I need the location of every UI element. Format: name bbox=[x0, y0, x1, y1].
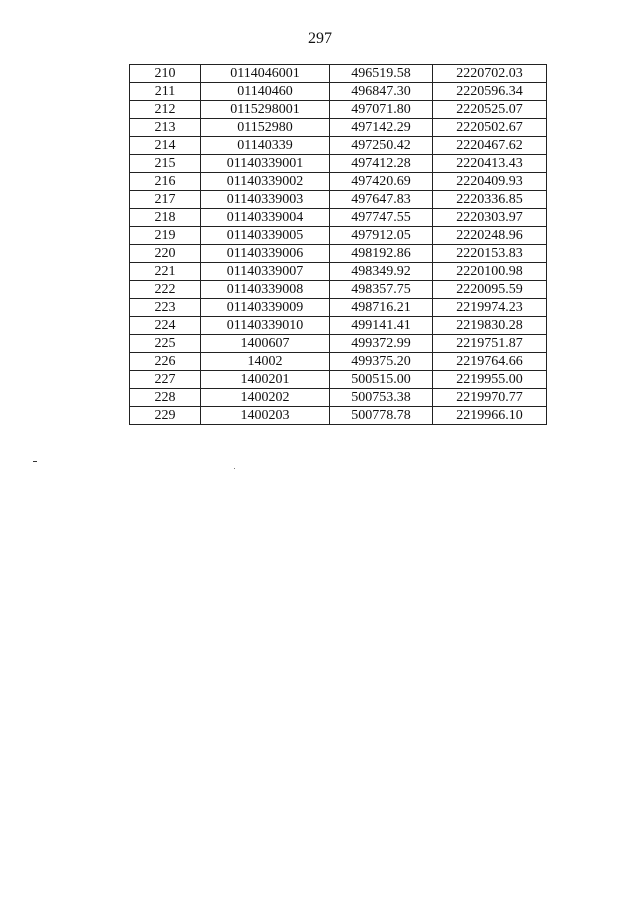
table-row bbox=[130, 119, 547, 137]
y-coordinate-cell: 2220336.85 bbox=[433, 191, 547, 209]
y-coordinate-cell: 2219974.23 bbox=[433, 299, 547, 317]
y-coordinate-cell: 2220702.03 bbox=[433, 65, 547, 83]
point-number-cell: 217 bbox=[130, 191, 201, 209]
point-number-cell: 216 bbox=[130, 173, 201, 191]
stray-dot-mark bbox=[234, 468, 235, 469]
y-coordinate-cell: 2220409.93 bbox=[433, 173, 547, 191]
x-coordinate-cell: 497412.28 bbox=[330, 155, 433, 173]
point-number-cell: 229 bbox=[130, 407, 201, 425]
y-coordinate-cell: 2220100.98 bbox=[433, 263, 547, 281]
x-coordinate-cell: 499375.20 bbox=[330, 353, 433, 371]
stray-dash-mark bbox=[33, 461, 37, 462]
x-coordinate-cell: 497071.80 bbox=[330, 101, 433, 119]
x-coordinate-cell: 496847.30 bbox=[330, 83, 433, 101]
table-row bbox=[130, 101, 547, 119]
point-id-cell: 01152980 bbox=[201, 119, 330, 137]
x-coordinate-cell: 499372.99 bbox=[330, 335, 433, 353]
table-row bbox=[130, 137, 547, 155]
x-coordinate-cell: 500515.00 bbox=[330, 371, 433, 389]
x-coordinate-cell: 496519.58 bbox=[330, 65, 433, 83]
point-id-cell: 01140339004 bbox=[201, 209, 330, 227]
point-id-cell: 14002 bbox=[201, 353, 330, 371]
table-row bbox=[130, 65, 547, 83]
table-row bbox=[130, 353, 547, 371]
point-id-cell: 1400202 bbox=[201, 389, 330, 407]
point-id-cell: 0114046001 bbox=[201, 65, 330, 83]
y-coordinate-cell: 2220248.96 bbox=[433, 227, 547, 245]
y-coordinate-cell: 2220153.83 bbox=[433, 245, 547, 263]
point-number-cell: 224 bbox=[130, 317, 201, 335]
table-row bbox=[130, 299, 547, 317]
table-row bbox=[130, 317, 547, 335]
coordinates-table bbox=[129, 64, 547, 425]
y-coordinate-cell: 2219970.77 bbox=[433, 389, 547, 407]
point-id-cell: 01140339003 bbox=[201, 191, 330, 209]
x-coordinate-cell: 497647.83 bbox=[330, 191, 433, 209]
x-coordinate-cell: 500753.38 bbox=[330, 389, 433, 407]
point-id-cell: 01140339001 bbox=[201, 155, 330, 173]
y-coordinate-cell: 2220413.43 bbox=[433, 155, 547, 173]
point-number-cell: 226 bbox=[130, 353, 201, 371]
point-number-cell: 210 bbox=[130, 65, 201, 83]
point-number-cell: 228 bbox=[130, 389, 201, 407]
table-row bbox=[130, 227, 547, 245]
point-number-cell: 220 bbox=[130, 245, 201, 263]
y-coordinate-cell: 2220467.62 bbox=[433, 137, 547, 155]
table-row bbox=[130, 407, 547, 425]
y-coordinate-cell: 2220095.59 bbox=[433, 281, 547, 299]
x-coordinate-cell: 500778.78 bbox=[330, 407, 433, 425]
point-id-cell: 01140339002 bbox=[201, 173, 330, 191]
point-number-cell: 222 bbox=[130, 281, 201, 299]
point-number-cell: 227 bbox=[130, 371, 201, 389]
point-id-cell: 01140339007 bbox=[201, 263, 330, 281]
x-coordinate-cell: 497250.42 bbox=[330, 137, 433, 155]
point-id-cell: 01140339 bbox=[201, 137, 330, 155]
table-row bbox=[130, 173, 547, 191]
point-id-cell: 01140339005 bbox=[201, 227, 330, 245]
x-coordinate-cell: 497142.29 bbox=[330, 119, 433, 137]
table-row bbox=[130, 209, 547, 227]
y-coordinate-cell: 2219830.28 bbox=[433, 317, 547, 335]
x-coordinate-cell: 498349.92 bbox=[330, 263, 433, 281]
point-id-cell: 0115298001 bbox=[201, 101, 330, 119]
y-coordinate-cell: 2220303.97 bbox=[433, 209, 547, 227]
table-row bbox=[130, 155, 547, 173]
point-number-cell: 221 bbox=[130, 263, 201, 281]
x-coordinate-cell: 498192.86 bbox=[330, 245, 433, 263]
y-coordinate-cell: 2220502.67 bbox=[433, 119, 547, 137]
table-row bbox=[130, 389, 547, 407]
table-row bbox=[130, 263, 547, 281]
y-coordinate-cell: 2219955.00 bbox=[433, 371, 547, 389]
y-coordinate-cell: 2220525.07 bbox=[433, 101, 547, 119]
page-number: 297 bbox=[308, 30, 332, 47]
table-row bbox=[130, 245, 547, 263]
x-coordinate-cell: 497420.69 bbox=[330, 173, 433, 191]
point-id-cell: 01140339010 bbox=[201, 317, 330, 335]
point-id-cell: 1400203 bbox=[201, 407, 330, 425]
y-coordinate-cell: 2220596.34 bbox=[433, 83, 547, 101]
point-id-cell: 01140339009 bbox=[201, 299, 330, 317]
point-number-cell: 225 bbox=[130, 335, 201, 353]
y-coordinate-cell: 2219751.87 bbox=[433, 335, 547, 353]
point-number-cell: 218 bbox=[130, 209, 201, 227]
point-number-cell: 215 bbox=[130, 155, 201, 173]
x-coordinate-cell: 498716.21 bbox=[330, 299, 433, 317]
x-coordinate-cell: 497747.55 bbox=[330, 209, 433, 227]
table-row bbox=[130, 83, 547, 101]
x-coordinate-cell: 498357.75 bbox=[330, 281, 433, 299]
x-coordinate-cell: 499141.41 bbox=[330, 317, 433, 335]
point-number-cell: 211 bbox=[130, 83, 201, 101]
table-row bbox=[130, 371, 547, 389]
table-row bbox=[130, 335, 547, 353]
x-coordinate-cell: 497912.05 bbox=[330, 227, 433, 245]
point-number-cell: 219 bbox=[130, 227, 201, 245]
table-row bbox=[130, 281, 547, 299]
point-id-cell: 01140339008 bbox=[201, 281, 330, 299]
coordinates-table-body bbox=[130, 65, 547, 425]
point-id-cell: 1400201 bbox=[201, 371, 330, 389]
point-number-cell: 212 bbox=[130, 101, 201, 119]
point-number-cell: 214 bbox=[130, 137, 201, 155]
point-number-cell: 223 bbox=[130, 299, 201, 317]
point-id-cell: 1400607 bbox=[201, 335, 330, 353]
table-row bbox=[130, 191, 547, 209]
point-id-cell: 01140339006 bbox=[201, 245, 330, 263]
y-coordinate-cell: 2219966.10 bbox=[433, 407, 547, 425]
point-number-cell: 213 bbox=[130, 119, 201, 137]
point-id-cell: 01140460 bbox=[201, 83, 330, 101]
y-coordinate-cell: 2219764.66 bbox=[433, 353, 547, 371]
